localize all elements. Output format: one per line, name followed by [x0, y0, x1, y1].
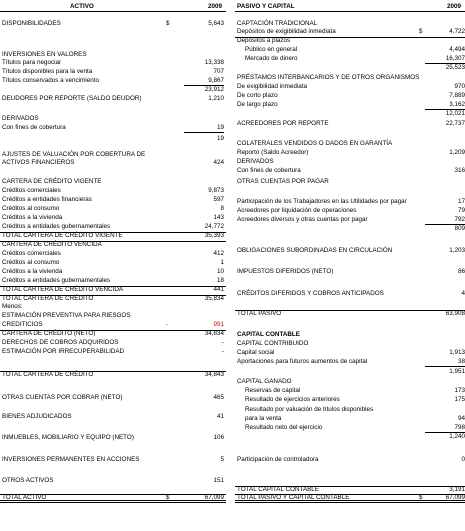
pasivo-row-subtotal-36 — [235, 433, 465, 442]
pasivo-row-capital-social — [235, 349, 465, 358]
row-label: TOTAL CARTERA DE CRÉDITO — [2, 295, 94, 302]
pasivo-row-subtotal-29 — [235, 368, 465, 377]
row-value: 792 — [454, 216, 465, 223]
row-label: Créditos a la vivienda — [2, 214, 63, 221]
activo-row-derivados — [0, 115, 226, 124]
row-label: TOTAL CARTERA DE CRÉDITO VENCIDA — [2, 286, 124, 293]
row-value: 38 — [457, 358, 465, 365]
row-value: 67,099 — [445, 494, 465, 501]
row-label: CRÉDITOS DIFERIDOS Y COBROS ANTICIPADOS — [237, 290, 384, 297]
activo-row-cartera-de-credito-neto — [0, 330, 226, 339]
row-value: 465 — [213, 394, 224, 401]
row-value: 35,393 — [204, 232, 224, 239]
subtotal-rule — [425, 366, 465, 367]
row-label: AJUSTES DE VALUACIÓN POR COBERTURA DE — [2, 151, 146, 158]
row-label: Menos: — [2, 303, 23, 310]
activo-row-bienes-adjudicados — [0, 413, 226, 422]
row-label: De exigibilidad inmediata — [237, 83, 308, 90]
row-value: 4 — [461, 290, 465, 297]
activo-row-estimacion-por-irrecuperabilidad — [0, 348, 226, 357]
row-label: Créditos a entidades gubernamentales — [2, 277, 111, 284]
activo-title: ACTIVO — [70, 3, 94, 10]
row-label: Participación de controladora — [237, 456, 319, 463]
row-value: 707 — [213, 68, 224, 75]
activo-row-inmuebles-mobiliario-y-equipo-neto — [0, 434, 226, 443]
row-label: DERIVADOS — [2, 115, 39, 122]
row-value: 41 — [216, 413, 224, 420]
activo-row-creditos-a-la-vivienda — [0, 268, 226, 277]
row-label: Capital social — [237, 349, 275, 356]
pasivo-row-total-pasivo — [235, 310, 465, 319]
row-value: 412 — [213, 250, 224, 257]
row-label: OTRAS CUENTAS POR PAGAR — [237, 178, 329, 185]
row-label: Créditos al consumo — [2, 205, 60, 212]
pasivo-title: PASIVO Y CAPITAL — [237, 3, 295, 10]
row-value: 10 — [216, 268, 224, 275]
row-label: COLATERALES VENDIDOS O DADOS EN GARANTÍA — [237, 140, 393, 147]
pasivo-row-acreedores-por-liquidacion-de-operaciones — [235, 207, 465, 216]
row-label: De corto plazo — [237, 92, 278, 99]
row-value: 173 — [454, 387, 465, 394]
row-value: 23,912 — [204, 86, 224, 93]
activo-row-subtotal-5 — [0, 86, 226, 95]
pasivo-row-impuestos-diferidos-neto — [235, 268, 465, 277]
activo-row-subtotal-9 — [0, 135, 226, 144]
activo-row-creditos-comerciales — [0, 187, 226, 196]
activo-row-creditos-a-entidades-gubernamentales — [0, 277, 226, 286]
row-label: Con fines de cobertura — [237, 167, 301, 174]
row-label: Depósitos a plazos — [237, 37, 291, 44]
activo-row-creditos-a-entidades-gubernamentales — [0, 223, 226, 232]
row-label: CARTERA DE CRÉDITO (NETO) — [2, 330, 96, 337]
activo-row-total-cartera-de-credito — [0, 371, 226, 380]
row-value: 5,643 — [208, 20, 224, 27]
activo-row-total-cartera-de-credito-vencida — [0, 286, 226, 295]
pasivo-row-depositos-de-exigibilidad-inmediata — [235, 28, 465, 37]
activo-row-activos-financieros — [0, 159, 226, 168]
row-label: Créditos comerciales — [2, 250, 61, 257]
row-value: 597 — [213, 196, 224, 203]
row-value: 441 — [213, 286, 224, 293]
row-label: CARTERA DE CRÉDITO VENCIDA — [2, 241, 102, 248]
row-value: 19 — [216, 135, 224, 142]
row-value: 35,834 — [204, 295, 224, 302]
pasivo-row-resultado-de-ejercicios-anteriores — [235, 396, 465, 405]
row-label: OTROS ACTIVOS — [2, 477, 54, 484]
row-label: Títulos para negociar — [2, 59, 62, 66]
activo-row-crediticios — [0, 321, 226, 330]
row-label: Créditos comerciales — [2, 187, 61, 194]
row-label: Títulos disponibles para la venta — [2, 68, 93, 75]
pasivo-year: 2009 — [446, 3, 461, 10]
row-label: Reservas de capital — [245, 387, 301, 394]
row-value: 1,951 — [449, 368, 465, 375]
row-value: 424 — [213, 159, 224, 166]
row-value: 175 — [454, 396, 465, 403]
activo-header — [0, 3, 226, 12]
row-value: 9,867 — [208, 77, 224, 84]
row-label: Con fines de cobertura — [2, 124, 66, 131]
row-value: 5 — [220, 456, 224, 463]
row-value: 1,240 — [449, 433, 465, 440]
row-value: 7,889 — [449, 92, 465, 99]
row-value: 79 — [457, 207, 465, 214]
row-label: CAPTACIÓN TRADICIONAL — [237, 20, 318, 27]
row-label: Resultado neto del ejercicio — [245, 424, 323, 431]
row-value: 22,737 — [445, 120, 465, 127]
activo-row-creditos-a-la-vivienda — [0, 214, 226, 223]
pasivo-row-participacion-de-controladora — [235, 456, 465, 465]
row-label: CAPITAL CONTABLE — [237, 331, 300, 338]
row-value: 12,021 — [445, 110, 465, 117]
row-label: TOTAL CARTERA DE CRÉDITO VIGENTE — [2, 232, 123, 239]
subtotal-rule — [184, 132, 224, 133]
row-label: INMUEBLES, MOBILIARIO Y EQUIPO (NETO) — [2, 434, 134, 441]
activo-row-cartera-de-credito-vigente — [0, 178, 226, 187]
row-label: TOTAL ACTIVO — [2, 494, 47, 501]
row-label: Reporto (Saldo Acreedor) — [237, 149, 309, 156]
pasivo-row-subtotal-20 — [235, 225, 465, 234]
row-label: OBLIGACIONES SUBORDINADAS EN CIRCULACIÓN — [237, 247, 393, 254]
currency-sign: $ — [419, 28, 423, 35]
activo-row-titulos-para-negociar — [0, 59, 226, 68]
activo-row-total-activo — [0, 494, 226, 503]
row-value: - — [221, 348, 224, 355]
pasivo-row-reservas-de-capital — [235, 387, 465, 396]
row-value: 1,203 — [449, 247, 465, 254]
pasivo-row-otras-cuentas-por-pagar — [235, 178, 465, 187]
activo-row-creditos-al-consumo — [0, 259, 226, 268]
pasivo-row-capital-contribuido — [235, 340, 465, 349]
row-label: TOTAL PASIVO Y CAPITAL CONTABLE — [237, 494, 350, 501]
activo-row-inversiones-permanentes-en-acciones — [0, 456, 226, 465]
row-label: Público en general — [245, 46, 298, 53]
activo-row-estimacion-preventiva-para-riesgos — [0, 312, 226, 321]
row-value: 34,834 — [204, 330, 224, 337]
row-label: CAPITAL GANADO — [237, 378, 292, 385]
row-label: DERECHOS DE COBROS ADQUIRIDOS — [2, 339, 119, 346]
pasivo-row-subtotal-5 — [235, 64, 465, 73]
row-label: BIENES ADJUDICADOS — [2, 413, 72, 420]
pasivo-row-depositos-a-plazos — [235, 37, 465, 46]
activo-row-con-fines-de-cobertura — [0, 124, 226, 133]
row-label: TOTAL CARTERA DE CRÉDITO — [2, 371, 94, 378]
row-label: Aportaciones para futuros aumentos de capital — [237, 358, 368, 365]
row-value: 17 — [457, 198, 465, 205]
row-value: 3,162 — [449, 101, 465, 108]
row-value: 19 — [216, 124, 224, 131]
row-label: DERIVADOS — [237, 158, 274, 165]
row-value: 34,843 — [204, 371, 224, 378]
row-value: 63,908 — [445, 310, 465, 317]
pasivo-row-obligaciones-subordinadas-en-circulacion — [235, 247, 465, 256]
row-value: 316 — [454, 167, 465, 174]
row-value: 151 — [213, 477, 224, 484]
row-value: 1,913 — [449, 349, 465, 356]
row-label: Resultado por valuación de títulos disponibles — [245, 406, 374, 413]
row-label: para la venta — [245, 415, 282, 422]
row-label: OTRAS CUENTAS POR COBRAR (NETO) — [2, 394, 123, 401]
row-label: IMPUESTOS DIFERIDOS (NETO) — [237, 268, 334, 275]
row-label: Resultado de ejercicios anteriores — [245, 396, 340, 403]
activo-row-creditos-comerciales — [0, 250, 226, 259]
row-label: ESTIMACIÓN POR IRRECUPERABILIDAD — [2, 348, 125, 355]
currency-sign: - — [166, 321, 169, 328]
pasivo-row-aportaciones-para-futuros-aumentos-de-capital — [235, 358, 465, 367]
activo-row-derechos-de-cobros-adquiridos — [0, 339, 226, 348]
activo-row-titulos-disponibles-para-la-venta — [0, 68, 226, 77]
pasivo-row-mercado-de-dinero — [235, 55, 465, 64]
row-label: Acreedores por liquidación de operaciones — [237, 207, 357, 214]
currency-sign: $ — [419, 494, 423, 501]
pasivo-row-resultado-neto-del-ejercicio — [235, 424, 465, 433]
activo-row-total-cartera-de-credito-vigente — [0, 232, 226, 241]
pasivo-row-capital-ganado — [235, 378, 465, 387]
row-value: 809 — [454, 225, 465, 232]
pasivo-row-acreedores-por-reporte — [235, 120, 465, 129]
row-label: DEUDORES POR REPORTE (SALDO DEUDOR) — [2, 95, 142, 102]
row-value: 3,191 — [449, 486, 465, 493]
row-label: DISPONIBILIDADES — [2, 20, 61, 27]
row-label: INVERSIONES PERMANENTES EN ACCIONES — [2, 456, 140, 463]
row-label: INVERSIONES EN VALORES — [2, 51, 87, 58]
row-label: PRÉSTAMOS INTERBANCARIOS Y DE OTROS ORGANISMOS — [237, 74, 420, 81]
row-label: ESTIMACIÓN PREVENTIVA PARA RIESGOS — [2, 312, 131, 319]
row-value: 18 — [216, 277, 224, 284]
activo-year: 2009 — [207, 3, 222, 10]
row-value: 0 — [461, 456, 465, 463]
row-value: 67,099 — [204, 494, 224, 501]
row-label: Créditos a entidades gubernamentales — [2, 223, 111, 230]
row-label: ACREEDORES POR REPORTE — [237, 120, 329, 127]
pasivo-header — [235, 3, 465, 12]
row-value: 13,338 — [204, 59, 224, 66]
pasivo-row-resultado-por-valuacion-de-titulos-disponibles — [235, 406, 465, 415]
row-label: TOTAL CAPITAL CONTABLE — [237, 486, 319, 493]
row-label: Depósitos de exigibilidad inmediata — [237, 28, 336, 35]
row-value: 16,307 — [445, 55, 465, 62]
row-value: 8 — [220, 205, 224, 212]
activo-column — [0, 0, 226, 531]
row-value: 798 — [454, 424, 465, 431]
pasivo-row-de-corto-plazo — [235, 92, 465, 101]
row-label: CREDITICIOS — [2, 321, 43, 328]
row-value: 4,722 — [449, 28, 465, 35]
pasivo-row-subtotal-10 — [235, 110, 465, 119]
row-value: 1 — [220, 259, 224, 266]
row-value: 86 — [457, 268, 465, 275]
pasivo-row-publico-en-general — [235, 46, 465, 55]
row-label: Créditos a entidades financieras — [2, 196, 92, 203]
pasivo-row-para-la-venta — [235, 415, 465, 424]
pasivo-row-colaterales-vendidos-o-dados-en-garantia — [235, 140, 465, 149]
pasivo-row-participacion-de-los-trabajadores-en-las-utilida — [235, 198, 465, 207]
activo-row-creditos-a-entidades-financieras — [0, 196, 226, 205]
row-value: 1,210 — [208, 95, 224, 102]
pasivo-row-reporto-saldo-acreedor — [235, 149, 465, 158]
row-value: 24,772 — [204, 223, 224, 230]
activo-row-cartera-de-credito-vencida — [0, 241, 226, 250]
pasivo-row-creditos-diferidos-y-cobros-anticipados — [235, 290, 465, 299]
row-value: 25,523 — [445, 64, 465, 71]
row-value: - — [221, 339, 224, 346]
activo-row-otras-cuentas-por-cobrar-neto — [0, 394, 226, 403]
row-label: Créditos a la vivienda — [2, 268, 63, 275]
row-label: Créditos al consumo — [2, 259, 60, 266]
activo-row-otros-activos — [0, 477, 226, 486]
activo-row-titulos-conservados-a-vencimiento — [0, 77, 226, 86]
row-label: CAPITAL CONTRIBUIDO — [237, 340, 309, 347]
row-label: De largo plazo — [237, 101, 278, 108]
row-value: 991 — [213, 321, 224, 328]
row-value: 94 — [457, 415, 465, 422]
row-value: 106 — [213, 434, 224, 441]
activo-row-menos — [0, 303, 226, 312]
row-value: 9,873 — [208, 187, 224, 194]
activo-row-disponibilidades — [0, 20, 226, 29]
pasivo-row-acreedores-diversos-y-otras-cuentas-por-pagar — [235, 216, 465, 225]
row-value: 143 — [213, 214, 224, 221]
row-label: TOTAL PASIVO — [237, 310, 282, 317]
pasivo-row-de-largo-plazo — [235, 101, 465, 110]
pasivo-row-total-pasivo-y-capital-contable — [235, 494, 465, 503]
row-label: ACTIVOS FINANCIEROS — [2, 159, 75, 166]
row-value: 1,209 — [449, 149, 465, 156]
row-label: Títulos conservados a vencimiento — [2, 77, 99, 84]
currency-sign: $ — [166, 20, 170, 27]
pasivo-row-capital-contable — [235, 331, 465, 340]
pasivo-row-prestamos-interbancarios-y-de-otros-organismos — [235, 74, 465, 83]
activo-row-creditos-al-consumo — [0, 205, 226, 214]
row-label: Mercado de dinero — [245, 55, 298, 62]
row-label: Participación de los Trabajadores en las Utilidades por pagar — [237, 198, 407, 205]
pasivo-row-de-exigibilidad-inmediata — [235, 83, 465, 92]
pasivo-row-derivados — [235, 158, 465, 167]
activo-row-deudores-por-reporte-saldo-deudor — [0, 95, 226, 104]
row-label: CARTERA DE CRÉDITO VIGENTE — [2, 178, 102, 185]
row-value: 970 — [454, 83, 465, 90]
pasivo-capital-column — [235, 0, 465, 531]
row-label: Acreedores diversos y otras cuentas por pagar — [237, 216, 368, 223]
row-value: 4,494 — [449, 46, 465, 53]
pasivo-row-con-fines-de-cobertura — [235, 167, 465, 176]
currency-sign: $ — [166, 494, 170, 501]
